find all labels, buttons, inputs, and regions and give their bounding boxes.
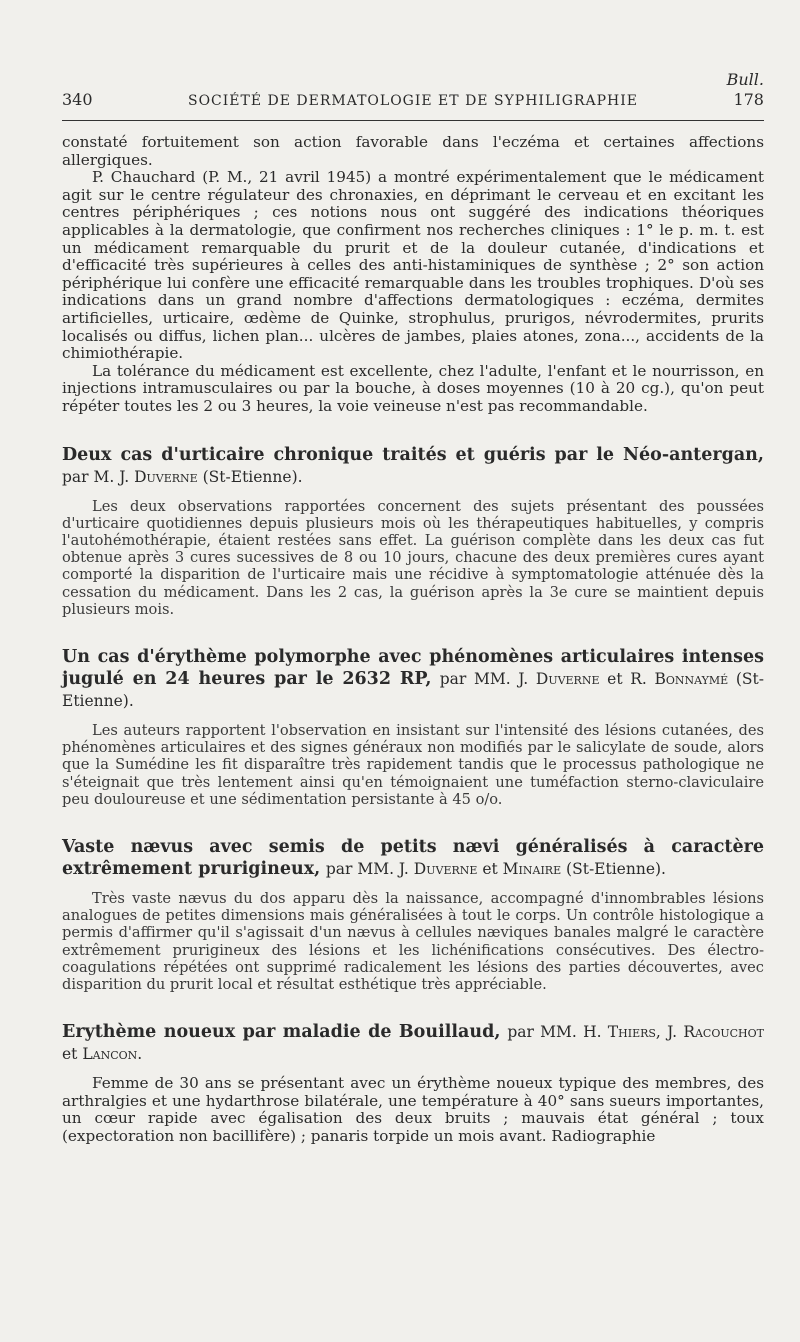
article-heading-1 [62, 444, 764, 488]
article-abstract-3 [62, 890, 764, 993]
intro-paragraph-2: P. Chauchard (P. M., 21 avril 1945) a montré expérimentalement que le médicament agit sur le centre régulateur des chronaxies, en déprimant le cerveau et en excitant les centres périphériques ; ces notions nous ont suggéré des indications théoriques applicables à la dermatologie, que confirment nos recherches cliniques : 1° le p. m. t. est un médicament remarquable du prurit et de la douleur cutanée, d'indications et d'efficacité très supérieures à celles des anti-histaminiques de synthèse ; 2° son action périphérique lui confère une efficacité remarquable dans les troubles trophiques. D'où ses indications dans un grand nombre d'affections dermatologiques : eczéma, dermites artificielles, urticaire, œdème de Quinke, strophulus, prurigos, névrodermites, prurits localisés ou diffus, lichen plan... ulcères de jambes, plaies atones, zona..., accidents de la chimiothérapie. [62, 168, 764, 363]
article-body-4: Femme de 30 ans se présentant avec un érythème noueux typique des membres, des arthralgies et une hydarthrose bilatérale, une température à 40° sans sueurs importantes, un cœur rapide avec égalisation des deux bruits ; mauvais état général ; toux (expectoration non bacillifère) ; panaris torpide un mois avant. Radiographie [62, 1074, 764, 1145]
page-number: 340 [62, 90, 93, 109]
article-heading-4 [62, 1021, 764, 1065]
article-heading-3 [62, 836, 764, 880]
volume-number: 178 [733, 90, 764, 109]
journal-title: SOCIÉTÉ DE DERMATOLOGIE ET DE SYPHILIGRAPHIE [187, 93, 638, 109]
article-title-2: Un cas d'érythème polymorphe avec phénomènes articulaires intenses jugulé en 24 heures par le 2632 RP, [62, 646, 764, 689]
article-authors-4: par MM. H. Thiers, J. Racouchot et Lancon. [62, 1023, 764, 1064]
bull-label: Bull. [726, 70, 764, 89]
article-body-3: Très vaste nævus du dos apparu dès la naissance, accompagné d'innombrables lésions analogues de petites dimensions mais généralisées à tout le corps. Un contrôle histologique a permis d'affirmer qu'il s'agissait d'un nævus à cellules næviques banales malgré le caractère extrêmement prurigineux des lésions et les lichénifications consécutives. Des électro-coagulations répétées ont supprimé radicalement les lésions des parties découvertes, avec disparition du prurit local et résultat esthétique très appréciable. [62, 889, 764, 993]
body-text [62, 134, 764, 1146]
article-heading-2 [62, 646, 764, 712]
article-authors-3: par MM. J. Duverne et Minaire (St-Etienne). [325, 859, 666, 878]
article-authors-1: par M. J. Duverne (St-Etienne). [62, 467, 303, 486]
article-authors-2: par MM. J. Duverne et R. Bonnaymé (St-Etienne). [62, 669, 764, 710]
article-title-1: Deux cas d'urticaire chronique traités et guéris par le Néo-antergan, [62, 444, 764, 465]
header-rule [62, 120, 764, 121]
intro-paragraph-1: constaté fortuitement son action favorable dans l'eczéma et certaines affections allergiques. [62, 133, 764, 169]
article-abstract-2 [62, 722, 764, 808]
running-head [62, 90, 764, 109]
article-body-2: Les auteurs rapportent l'observation en insistant sur l'intensité des lésions cutanées, des phénomènes articulaires et des signes généraux non modifiés par le salicylate de soude, alors que la Sumédine les fit disparaître très rapidement tandis que le processus pathologique ne s'éteignait que très lentement ainsi qu'en témoignaient une tuméfaction sterno-claviculaire peu douloureuse et une sédimentation persistante à 45 o/o. [62, 721, 764, 808]
article-title-4: Erythème noueux par maladie de Bouillaud, [62, 1022, 501, 1043]
article-abstract-1 [62, 498, 764, 618]
article-title-3: Vaste nævus avec semis de petits nævi généralisés à caractère extrêmement prurigineux, [62, 836, 764, 879]
intro-paragraph-3: La tolérance du médicament est excellente, chez l'adulte, l'enfant et le nourrisson, en injections intramusculaires ou par la bouche, à doses moyennes (10 à 20 cg.), qu'on peut répéter toutes les 2 ou 3 heures, la voie veineuse n'est pas recommandable. [62, 361, 764, 415]
article-body-1: Les deux observations rapportées concernent des sujets présentant des poussées d'urticaire quotidiennes depuis plusieurs mois où les thérapeutiques habituelles, y compris l'autohémothérapie, étaient restées sans effet. La guérison complète dans les deux cas fut obtenue après 3 cures sucessives de 8 ou 10 jours, chacune des deux premières cures ayant comporté la disparition de l'urticaire mais une récidive à symptomatologie atténuée dès la cessation du médicament. Dans les 2 cas, la guérison après la 3e cure se maintient depuis plusieurs mois. [62, 497, 764, 618]
